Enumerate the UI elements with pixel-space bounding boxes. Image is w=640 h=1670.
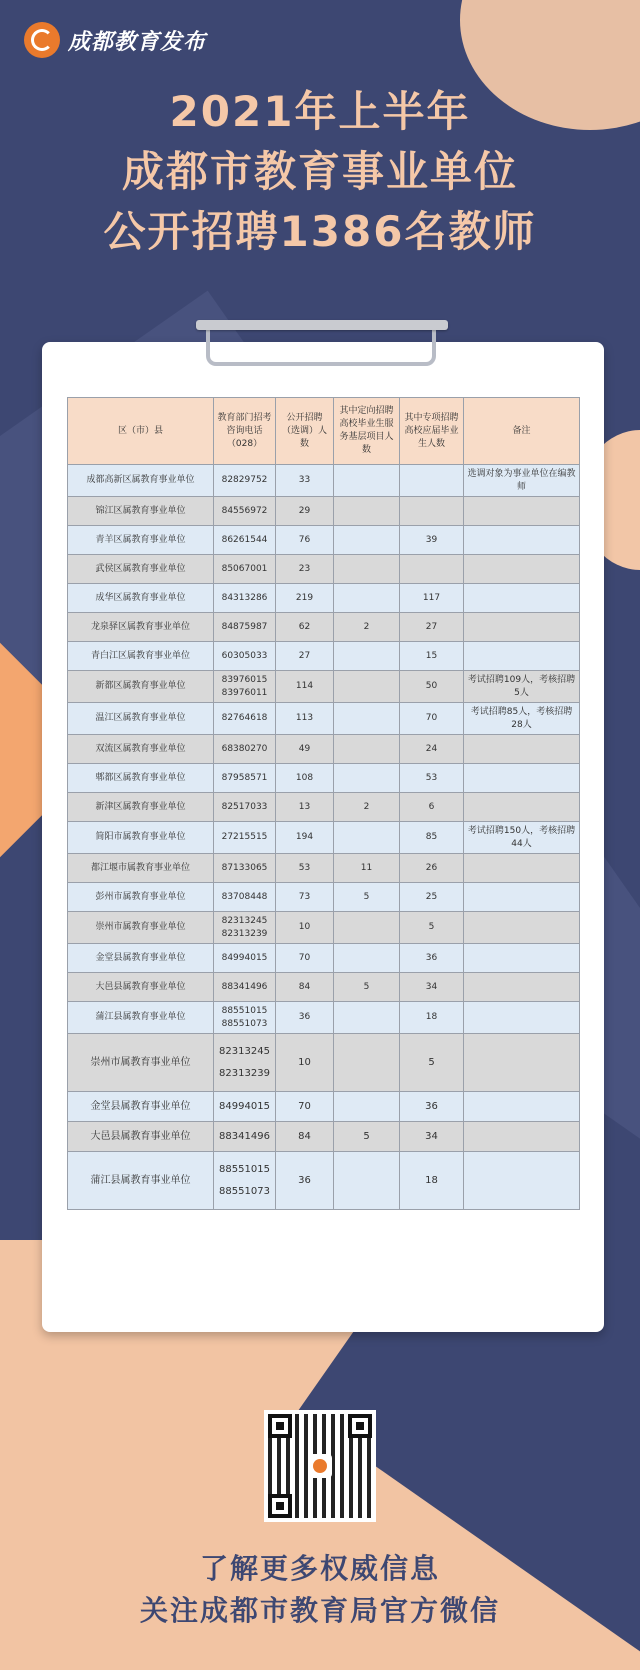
- cell-phone: 82313245 82313239: [214, 912, 276, 944]
- table-row: [68, 642, 580, 671]
- cell-unit: 双流区属教育事业单位: [68, 735, 214, 764]
- table-row: [68, 1092, 580, 1122]
- cell-targeted: 2: [334, 613, 400, 642]
- cell-total: 84: [276, 973, 334, 1002]
- cell-note: [464, 584, 580, 613]
- cell-unit: 青羊区属教育事业单位: [68, 526, 214, 555]
- qr-code[interactable]: [264, 1410, 376, 1522]
- cell-targeted: 11: [334, 854, 400, 883]
- cell-phone: 82517033: [214, 793, 276, 822]
- cell-total: 29: [276, 497, 334, 526]
- header-phone: 教育部门招考咨询电话（028）: [214, 398, 276, 465]
- cell-special: 24: [400, 735, 464, 764]
- cell-special: 18: [400, 1002, 464, 1034]
- cell-targeted: [334, 1152, 400, 1210]
- cell-unit: 武侯区属教育事业单位: [68, 555, 214, 584]
- cell-unit: 温江区属教育事业单位: [68, 703, 214, 735]
- cell-phone: 87133065: [214, 854, 276, 883]
- cell-special: 25: [400, 883, 464, 912]
- cell-total: 219: [276, 584, 334, 613]
- cell-targeted: 5: [334, 973, 400, 1002]
- cell-special: 5: [400, 912, 464, 944]
- cell-total: 27: [276, 642, 334, 671]
- cell-targeted: [334, 584, 400, 613]
- cell-targeted: [334, 822, 400, 854]
- cell-unit: 金堂县属教育事业单位: [68, 1092, 214, 1122]
- cell-total: 10: [276, 912, 334, 944]
- title-line-2: 成都市教育事业单位: [121, 147, 518, 196]
- cell-targeted: [334, 526, 400, 555]
- cell-note: [464, 973, 580, 1002]
- cell-unit: 成华区属教育事业单位: [68, 584, 214, 613]
- cell-phone: 84875987: [214, 613, 276, 642]
- cell-special: 117: [400, 584, 464, 613]
- header-targeted: 其中定向招聘高校毕业生服务基层项目人数: [334, 398, 400, 465]
- cell-unit: 锦江区属教育事业单位: [68, 497, 214, 526]
- cell-unit: 龙泉驿区属教育事业单位: [68, 613, 214, 642]
- cell-special: 26: [400, 854, 464, 883]
- header-total: 公开招聘（选调）人数: [276, 398, 334, 465]
- qr-code-icon: [268, 1414, 372, 1518]
- cell-unit: 新津区属教育事业单位: [68, 793, 214, 822]
- cell-note: [464, 1002, 580, 1034]
- cell-targeted: [334, 1092, 400, 1122]
- qr-logo-icon: [308, 1454, 332, 1478]
- cell-note: [464, 613, 580, 642]
- table-row: [68, 973, 580, 1002]
- cell-unit: 蒲江县属教育事业单位: [68, 1002, 214, 1034]
- cell-targeted: [334, 555, 400, 584]
- cell-targeted: [334, 465, 400, 497]
- cell-note: [464, 497, 580, 526]
- table-row: [68, 1034, 580, 1092]
- cell-note: [464, 1092, 580, 1122]
- cell-total: 84: [276, 1122, 334, 1152]
- table-row: [68, 671, 580, 703]
- cell-unit: 成都高新区属教育事业单位: [68, 465, 214, 497]
- cell-special: 34: [400, 1122, 464, 1152]
- cell-special: 36: [400, 1092, 464, 1122]
- cell-special: 50: [400, 671, 464, 703]
- cell-total: 73: [276, 883, 334, 912]
- cell-special: 15: [400, 642, 464, 671]
- cell-note: [464, 764, 580, 793]
- header-note: 备注: [464, 398, 580, 465]
- cell-unit: 大邑县属教育事业单位: [68, 973, 214, 1002]
- cell-special: 34: [400, 973, 464, 1002]
- table-row: [68, 465, 580, 497]
- cell-total: 194: [276, 822, 334, 854]
- cell-targeted: [334, 912, 400, 944]
- cell-note: [464, 1034, 580, 1092]
- cell-phone: 86261544: [214, 526, 276, 555]
- title-line-1: 2021年上半年: [169, 87, 471, 136]
- cell-phone: 88551015 88551073: [214, 1152, 276, 1210]
- table-body: [68, 465, 580, 1210]
- title-line-3: 公开招聘1386名教师: [103, 207, 537, 256]
- cell-total: 10: [276, 1034, 334, 1092]
- cell-phone: 88551015 88551073: [214, 1002, 276, 1034]
- cell-phone: 88341496: [214, 1122, 276, 1152]
- cell-unit: 彭州市属教育事业单位: [68, 883, 214, 912]
- cell-unit: 都江堰市属教育事业单位: [68, 854, 214, 883]
- cell-phone: 83976015 83976011: [214, 671, 276, 703]
- brand-logo: [24, 22, 206, 58]
- cell-total: 53: [276, 854, 334, 883]
- cell-phone: 83708448: [214, 883, 276, 912]
- footer-line-2: 关注成都市教育局官方微信: [139, 1594, 500, 1627]
- cell-special: [400, 497, 464, 526]
- table-row: [68, 497, 580, 526]
- table-row: [68, 613, 580, 642]
- cell-total: 70: [276, 1092, 334, 1122]
- cell-targeted: 5: [334, 1122, 400, 1152]
- cell-special: 27: [400, 613, 464, 642]
- cell-note: [464, 1122, 580, 1152]
- cell-special: 85: [400, 822, 464, 854]
- table-row: [68, 1122, 580, 1152]
- cell-total: 113: [276, 703, 334, 735]
- cell-total: 108: [276, 764, 334, 793]
- table-row: [68, 912, 580, 944]
- cell-phone: 60305033: [214, 642, 276, 671]
- cell-note: [464, 854, 580, 883]
- footer: [0, 1548, 640, 1632]
- cell-special: [400, 555, 464, 584]
- cell-phone: 82764618: [214, 703, 276, 735]
- cell-note: 选调对象为事业单位在编教师: [464, 465, 580, 497]
- cell-special: 70: [400, 703, 464, 735]
- cell-phone: 87958571: [214, 764, 276, 793]
- cell-note: [464, 1152, 580, 1210]
- cell-special: 53: [400, 764, 464, 793]
- clipboard-clip-icon: [196, 316, 448, 372]
- table-row: [68, 822, 580, 854]
- cell-note: 考试招聘85人，考核招聘28人: [464, 703, 580, 735]
- cell-phone: 82313245 82313239: [214, 1034, 276, 1092]
- table-row: [68, 1002, 580, 1034]
- table-row: [68, 793, 580, 822]
- cell-targeted: 2: [334, 793, 400, 822]
- cell-note: [464, 912, 580, 944]
- table-row: [68, 584, 580, 613]
- cell-special: 18: [400, 1152, 464, 1210]
- cell-targeted: [334, 944, 400, 973]
- cell-targeted: [334, 671, 400, 703]
- cell-phone: 84994015: [214, 944, 276, 973]
- cell-special: 5: [400, 1034, 464, 1092]
- table-row: [68, 703, 580, 735]
- cell-targeted: [334, 497, 400, 526]
- cell-phone: 84994015: [214, 1092, 276, 1122]
- cell-total: 23: [276, 555, 334, 584]
- table-row: [68, 735, 580, 764]
- cell-note: 考试招聘150人，考核招聘44人: [464, 822, 580, 854]
- table-header-row: [68, 398, 580, 465]
- cell-total: 36: [276, 1002, 334, 1034]
- cell-total: 33: [276, 465, 334, 497]
- cell-targeted: [334, 735, 400, 764]
- cell-note: [464, 793, 580, 822]
- cell-note: [464, 735, 580, 764]
- cell-total: 49: [276, 735, 334, 764]
- cell-total: 70: [276, 944, 334, 973]
- cell-unit: 新都区属教育事业单位: [68, 671, 214, 703]
- cell-targeted: [334, 1002, 400, 1034]
- cell-targeted: [334, 642, 400, 671]
- footer-line-1: 了解更多权威信息: [199, 1552, 440, 1585]
- cell-unit: 崇州市属教育事业单位: [68, 1034, 214, 1092]
- recruitment-table: [67, 397, 580, 1210]
- cell-unit: 金堂县属教育事业单位: [68, 944, 214, 973]
- table-row: [68, 526, 580, 555]
- cell-total: 13: [276, 793, 334, 822]
- cell-phone: 84313286: [214, 584, 276, 613]
- table-row: [68, 555, 580, 584]
- cell-note: [464, 944, 580, 973]
- cell-special: [400, 465, 464, 497]
- cell-unit: 崇州市属教育事业单位: [68, 912, 214, 944]
- cell-total: 114: [276, 671, 334, 703]
- cell-note: [464, 555, 580, 584]
- cell-special: 6: [400, 793, 464, 822]
- cell-total: 76: [276, 526, 334, 555]
- cell-unit: 青白江区属教育事业单位: [68, 642, 214, 671]
- cell-targeted: [334, 1034, 400, 1092]
- cell-note: [464, 883, 580, 912]
- cell-total: 62: [276, 613, 334, 642]
- cell-phone: 85067001: [214, 555, 276, 584]
- header-special: 其中专项招聘高校应届毕业生人数: [400, 398, 464, 465]
- cell-special: 36: [400, 944, 464, 973]
- table-row: [68, 1152, 580, 1210]
- cell-targeted: 5: [334, 883, 400, 912]
- cell-note: 考试招聘109人，考核招聘5人: [464, 671, 580, 703]
- brand-name: 成都教育发布: [68, 29, 207, 55]
- cell-unit: 郫都区属教育事业单位: [68, 764, 214, 793]
- cell-phone: 84556972: [214, 497, 276, 526]
- cell-note: [464, 526, 580, 555]
- table-row: [68, 854, 580, 883]
- swirl-logo-icon: [24, 22, 60, 58]
- header-district: 区（市）县: [68, 398, 214, 465]
- table-row: [68, 764, 580, 793]
- table-row: [68, 944, 580, 973]
- cell-phone: 82829752: [214, 465, 276, 497]
- cell-unit: 简阳市属教育事业单位: [68, 822, 214, 854]
- cell-targeted: [334, 764, 400, 793]
- table-row: [68, 883, 580, 912]
- cell-note: [464, 642, 580, 671]
- cell-phone: 27215515: [214, 822, 276, 854]
- cell-special: 39: [400, 526, 464, 555]
- cell-phone: 88341496: [214, 973, 276, 1002]
- page-title: [0, 82, 640, 262]
- cell-targeted: [334, 703, 400, 735]
- cell-total: 36: [276, 1152, 334, 1210]
- cell-phone: 68380270: [214, 735, 276, 764]
- cell-unit: 大邑县属教育事业单位: [68, 1122, 214, 1152]
- cell-unit: 蒲江县属教育事业单位: [68, 1152, 214, 1210]
